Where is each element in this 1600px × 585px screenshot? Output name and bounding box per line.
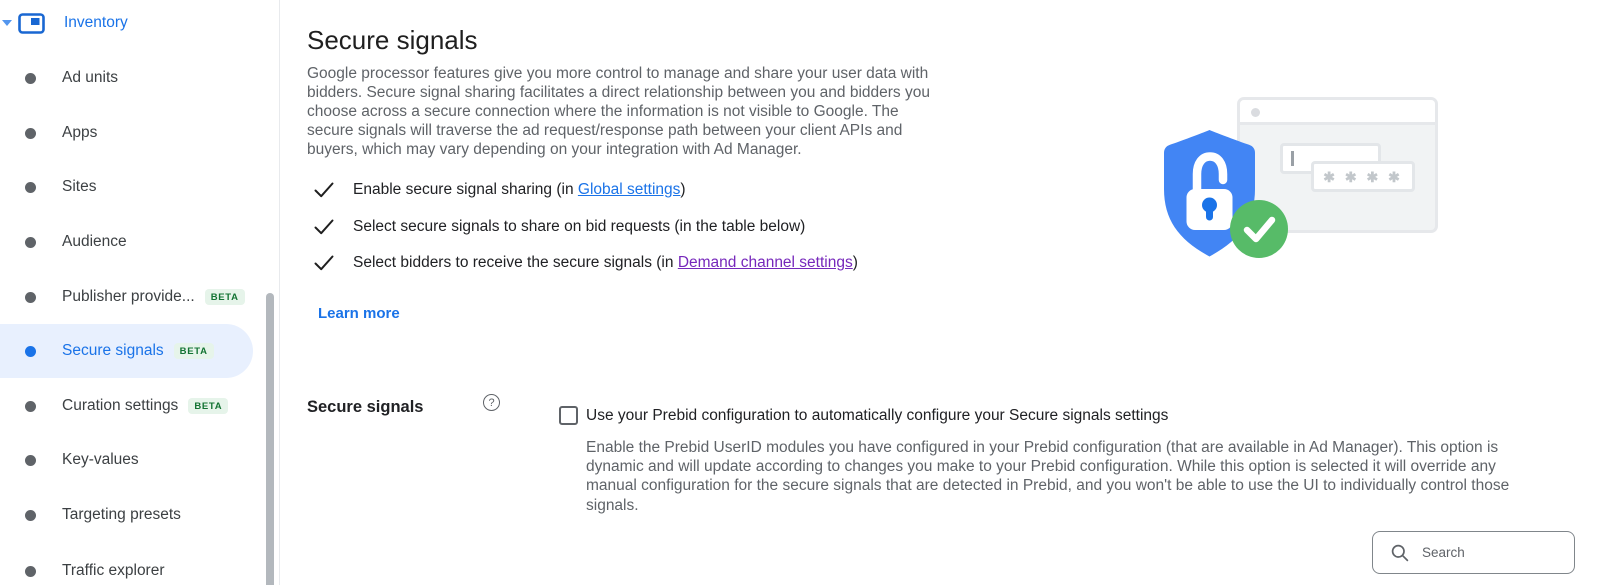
checklist-text (353, 181, 686, 199)
sidebar-item-sites[interactable] (0, 160, 253, 214)
help-question-glyph: ? (488, 396, 495, 409)
search-box (1372, 531, 1575, 574)
sidebar-item-targeting-presets[interactable] (0, 488, 253, 542)
sidebar-item-label: Apps (62, 124, 98, 141)
sidebar-item-apps[interactable] (0, 106, 253, 160)
prebid-config-description: Enable the Prebid UserID modules you have configured in your Prebid configuration (that are available in Ad Manager). This option is dynamic and will update according to changes you make to your Prebid configuration. While this option is selected it will override any manual configuration for the secure signals that are detected in Prebid, and you won't be able to use the UI to individually control those signals. (586, 439, 1510, 514)
help-icon[interactable] (483, 394, 500, 411)
prebid-config-checkbox[interactable] (559, 406, 578, 425)
password-mask: ✱ ✱ ✱ ✱ (1323, 169, 1403, 185)
sidebar-item-publisher-provided[interactable] (0, 270, 253, 324)
search-input[interactable] (1422, 545, 1562, 560)
bullet-icon (25, 128, 36, 139)
success-check-icon (1229, 199, 1289, 259)
sidebar-scrollbar[interactable] (266, 293, 274, 585)
bullet-icon (25, 346, 36, 357)
sidebar-item-key-values[interactable] (0, 433, 253, 487)
browser-titlebar (1240, 100, 1435, 125)
checklist-text-before: Enable secure signal sharing (in (353, 181, 578, 198)
sidebar-item-label: Traffic explorer (62, 562, 165, 579)
bullet-icon (25, 292, 36, 303)
learn-more-link[interactable]: Learn more (318, 305, 400, 322)
sidebar-item-ad-units[interactable] (0, 51, 253, 105)
checklist-item-select-bidders (307, 251, 858, 275)
page-title: Secure signals (307, 25, 478, 55)
global-settings-link[interactable]: Global settings (577, 181, 681, 198)
intro-paragraph: Google processor features give you more control to manage and share your user data with bidders. Secure signal sharing facilitates a direct relationship between you and bidders you choose across a secure connection where the information is not visible to Google. The secure signals will traverse the ad request/response path between your client APIs and buyers, which may vary depending on your integration with Ad Manager. (307, 65, 930, 158)
bullet-icon (25, 455, 36, 466)
chevron-down-icon[interactable] (2, 20, 12, 26)
sidebar-item-label: Targeting presets (62, 506, 181, 523)
checklist-text-before: Select bidders to receive the secure signals (in (353, 254, 678, 271)
secure-signals-section-label: Secure signals (307, 398, 424, 416)
browser-dot-icon (1251, 108, 1260, 117)
prebid-config-checkbox-label[interactable]: Use your Prebid configuration to automatically configure your Secure signals settings (586, 407, 1169, 424)
text-cursor-icon (1291, 151, 1294, 166)
checklist-text-after: ) (852, 254, 858, 271)
sidebar-item-label: Publisher provide... (62, 288, 195, 305)
checkmark-icon (313, 254, 335, 272)
sidebar-item-label: Secure signals (62, 342, 164, 359)
sidebar-item-secure-signals[interactable] (0, 324, 253, 378)
sidebar-item-label: Audience (62, 233, 127, 250)
checklist-text-before: Select secure signals to share on bid requests (in the table below) (353, 218, 806, 235)
demand-channel-settings-link[interactable]: Demand channel settings (677, 254, 853, 271)
password-field-illustration (1311, 161, 1415, 192)
sidebar-item-label: Sites (62, 178, 97, 195)
bullet-icon (25, 401, 36, 412)
bullet-icon (25, 566, 36, 577)
sidebar-root-inventory[interactable] (0, 4, 260, 42)
sidebar-item-audience[interactable] (0, 215, 253, 269)
sidebar-item-label: Curation settings (62, 397, 179, 414)
bullet-icon (25, 237, 36, 248)
beta-badge: BETA (174, 343, 214, 359)
sidebar-item-label: Ad units (62, 69, 119, 86)
checklist-item-select-signals (307, 215, 805, 239)
sidebar-item-curation-settings[interactable] (0, 379, 253, 433)
checklist-text (353, 218, 805, 236)
bullet-icon (25, 510, 36, 521)
bullet-icon (25, 182, 36, 193)
inventory-icon (18, 13, 45, 34)
checkmark-icon (313, 218, 335, 236)
beta-badge: BETA (188, 398, 228, 414)
checklist-text-after: ) (680, 181, 686, 198)
checkmark-icon (313, 181, 335, 199)
beta-badge: BETA (205, 289, 245, 305)
sidebar-item-label: Key-values (62, 451, 139, 468)
checklist-text (353, 254, 858, 272)
sidebar-item-traffic-explorer[interactable] (0, 544, 253, 585)
checklist-item-enable-sharing (307, 178, 686, 202)
search-icon (1390, 543, 1410, 563)
sidebar-root-label: Inventory (64, 14, 128, 31)
inventory-sidebar (0, 0, 280, 585)
bullet-icon (25, 73, 36, 84)
